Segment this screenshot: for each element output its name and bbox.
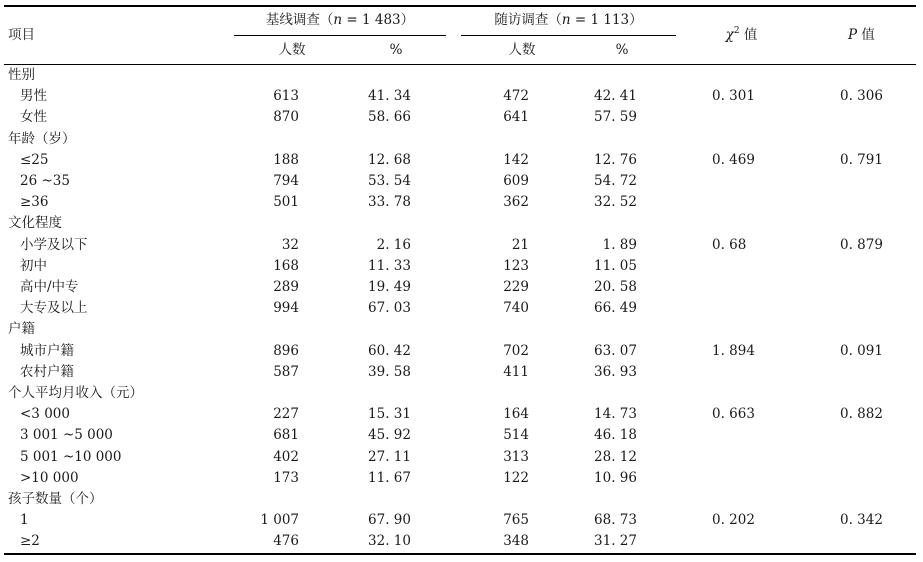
followup-percent-cell: 10. 96	[594, 469, 637, 486]
baseline-count-cell: 188	[273, 151, 299, 168]
followup-count-cell: 765	[503, 512, 529, 529]
baseline-count-cell: 402	[273, 448, 299, 465]
table-row	[4, 510, 916, 531]
category-label: 孩子数量（个）	[8, 491, 103, 507]
baseline-percent-cell: 45. 92	[368, 427, 411, 444]
chi-square-cell: 0. 663	[712, 406, 755, 423]
header-baseline-percent: %	[389, 42, 403, 58]
baseline-percent-cell: 11. 33	[368, 257, 411, 274]
comparison-table	[4, 0, 916, 562]
header-p-value: P 值	[848, 27, 875, 43]
row-label: 农村户籍	[20, 363, 74, 380]
category-row	[4, 319, 916, 340]
chi-square-cell: 0. 202	[712, 512, 755, 529]
header-followup-percent: %	[615, 42, 629, 58]
table-row	[4, 235, 916, 256]
followup-count-cell: 123	[503, 257, 529, 274]
baseline-percent-cell: 11. 67	[368, 469, 411, 486]
baseline-count-cell: 168	[273, 257, 299, 274]
followup-percent-cell: 46. 18	[594, 427, 637, 444]
baseline-count-cell: 1 007	[260, 512, 299, 529]
table-row	[4, 256, 916, 277]
baseline-percent-cell: 27. 11	[368, 448, 411, 465]
category-row	[4, 65, 916, 86]
table-row	[4, 298, 916, 319]
p-value-cell: 0. 882	[840, 406, 883, 423]
followup-percent-cell: 12. 76	[594, 151, 637, 168]
followup-count-cell: 21	[511, 236, 529, 253]
table-row	[4, 192, 916, 213]
row-label: 3 001 ~5 000	[20, 427, 113, 444]
header-item: 项目	[8, 27, 35, 43]
followup-percent-cell: 31. 27	[594, 533, 637, 550]
table-row	[4, 171, 916, 192]
baseline-count-cell: 896	[273, 342, 299, 359]
followup-count-cell: 362	[503, 194, 529, 211]
followup-percent-cell: 28. 12	[594, 448, 637, 465]
baseline-count-cell: 587	[273, 363, 299, 380]
category-row	[4, 213, 916, 234]
baseline-percent-cell: 60. 42	[368, 342, 411, 359]
table-row	[4, 86, 916, 107]
baseline-percent-cell: 12. 68	[368, 151, 411, 168]
category-label: 文化程度	[8, 215, 62, 232]
baseline-count-cell: 32	[281, 236, 299, 253]
baseline-span-rule	[234, 35, 446, 36]
category-row	[4, 383, 916, 404]
table-row	[4, 531, 916, 552]
row-label: 高中/中专	[20, 279, 79, 295]
row-label: 大专及以上	[20, 300, 88, 317]
followup-percent-cell: 14. 73	[594, 406, 637, 423]
row-label: 小学及以下	[20, 236, 88, 253]
baseline-count-cell: 289	[273, 279, 299, 295]
followup-count-cell: 142	[503, 151, 529, 168]
followup-percent-cell: 63. 07	[594, 342, 637, 359]
p-value-cell: 0. 879	[840, 236, 883, 253]
followup-count-cell: 514	[503, 427, 529, 444]
row-label: 26 ~35	[20, 173, 70, 189]
table-row	[4, 277, 916, 298]
chi-square-cell: 0. 469	[712, 151, 755, 168]
followup-count-cell: 411	[503, 363, 529, 380]
row-label: 1	[20, 512, 29, 529]
row-label: ≥2	[20, 533, 40, 550]
followup-percent-cell: 42. 41	[594, 88, 637, 105]
followup-percent-cell: 11. 05	[594, 257, 637, 274]
baseline-percent-cell: 41. 34	[368, 88, 411, 105]
baseline-count-cell: 994	[273, 300, 299, 317]
baseline-percent-cell: 67. 03	[368, 300, 411, 317]
row-label: ≥36	[20, 194, 49, 211]
category-row	[4, 489, 916, 510]
chi-square-cell: 1. 894	[712, 342, 755, 359]
baseline-percent-cell: 39. 58	[368, 363, 411, 380]
baseline-percent-cell: 58. 66	[368, 109, 411, 126]
header-chi-square: $\chi^2$ 值	[725, 26, 758, 43]
table-row	[4, 107, 916, 128]
followup-percent-cell: 54. 72	[594, 173, 637, 189]
followup-count-cell: 702	[503, 342, 529, 359]
row-label: <3 000	[20, 406, 70, 423]
baseline-percent-cell: 19. 49	[368, 279, 411, 295]
header-baseline: 基线调查（n = 1 483）	[265, 12, 415, 28]
category-label: 年龄（岁）	[8, 130, 76, 147]
followup-span-rule	[461, 35, 676, 36]
row-label: 初中	[20, 257, 47, 274]
baseline-count-cell: 613	[273, 88, 299, 105]
baseline-count-cell: 681	[273, 427, 299, 444]
table-row	[4, 404, 916, 425]
row-label: ≤25	[20, 151, 49, 168]
followup-percent-cell: 66. 49	[594, 300, 637, 317]
category-label: 户籍	[8, 321, 35, 338]
baseline-count-cell: 227	[273, 406, 299, 423]
baseline-percent-cell: 15. 31	[368, 406, 411, 423]
baseline-count-cell: 476	[273, 533, 299, 550]
followup-count-cell: 122	[503, 469, 529, 486]
chi-square-cell: 0. 68	[712, 236, 747, 253]
followup-count-cell: 641	[503, 109, 529, 126]
table-row	[4, 468, 916, 489]
row-label: 男性	[20, 88, 47, 105]
baseline-count-cell: 501	[273, 194, 299, 211]
p-value-cell: 0. 306	[840, 88, 883, 105]
followup-percent-cell: 20. 58	[594, 279, 637, 295]
baseline-percent-cell: 67. 90	[368, 512, 411, 529]
table-row	[4, 425, 916, 446]
followup-count-cell: 348	[503, 533, 529, 550]
followup-percent-cell: 68. 73	[594, 512, 637, 529]
followup-percent-cell: 57. 59	[594, 109, 637, 126]
followup-percent-cell: 36. 93	[594, 363, 637, 380]
row-label: >10 000	[20, 469, 79, 486]
baseline-count-cell: 870	[273, 109, 299, 126]
followup-percent-cell: 1. 89	[602, 236, 637, 253]
category-row	[4, 129, 916, 150]
followup-count-cell: 164	[503, 406, 529, 423]
followup-count-cell: 609	[503, 173, 529, 189]
header-baseline-count: 人数	[278, 42, 306, 58]
row-label: 5 001 ~10 000	[20, 448, 122, 465]
p-value-cell: 0. 791	[840, 151, 883, 168]
category-label: 性别	[8, 67, 35, 83]
top-rule	[4, 5, 916, 7]
baseline-percent-cell: 2. 16	[376, 236, 411, 253]
baseline-percent-cell: 33. 78	[368, 194, 411, 211]
baseline-percent-cell: 53. 54	[368, 173, 411, 189]
bottom-rule	[4, 553, 916, 555]
followup-count-cell: 313	[503, 448, 529, 465]
baseline-count-cell: 173	[273, 469, 299, 486]
table-row	[4, 362, 916, 383]
followup-count-cell: 229	[503, 279, 529, 295]
followup-count-cell: 740	[503, 300, 529, 317]
chi-square-cell: 0. 301	[712, 88, 755, 105]
baseline-count-cell: 794	[273, 173, 299, 189]
row-label: 城市户籍	[20, 342, 74, 359]
followup-count-cell: 472	[503, 88, 529, 105]
p-value-cell: 0. 091	[840, 342, 883, 359]
header-followup-count: 人数	[508, 42, 536, 58]
followup-percent-cell: 32. 52	[594, 194, 637, 211]
category-label: 个人平均月收入（元）	[8, 385, 143, 401]
p-value-cell: 0. 342	[840, 512, 883, 529]
row-label: 女性	[20, 109, 47, 126]
header-followup: 随访调查（n = 1 113）	[494, 12, 643, 28]
table-row	[4, 447, 916, 468]
table-row	[4, 341, 916, 362]
table-row	[4, 150, 916, 171]
baseline-percent-cell: 32. 10	[368, 533, 411, 550]
